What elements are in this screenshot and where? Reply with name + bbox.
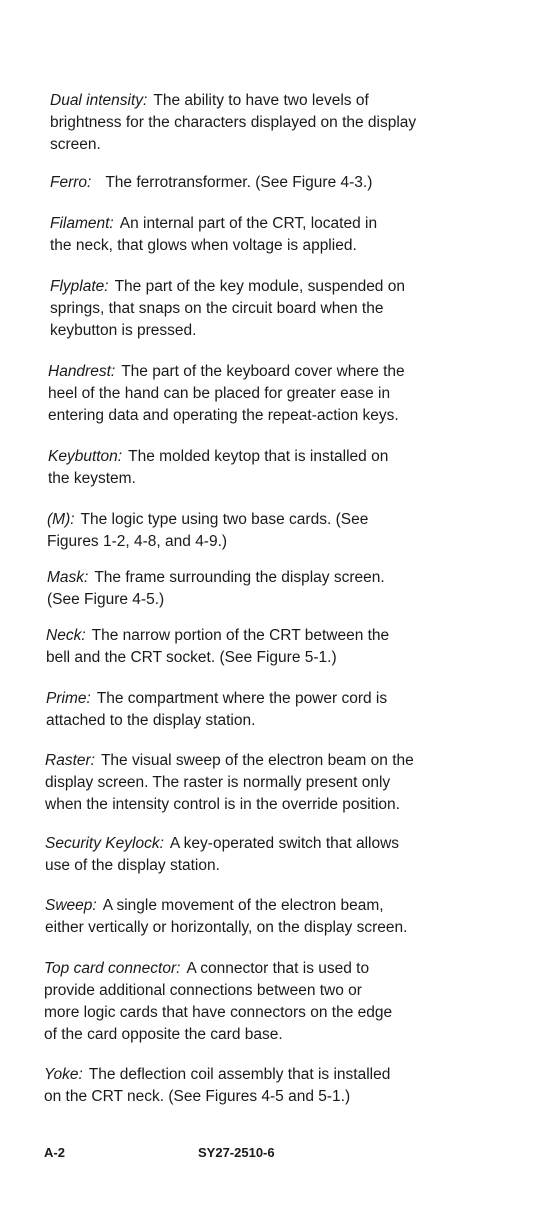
- glossary-definition-line: display screen. The raster is normally present only: [45, 774, 391, 791]
- glossary-entry-sweep: [45, 895, 407, 939]
- glossary-definition-line: The part of the keyboard cover where the: [121, 363, 405, 380]
- glossary-definition-line: entering data and operating the repeat-action keys.: [48, 407, 399, 424]
- glossary-entry-dual-intensity: [50, 90, 416, 156]
- glossary-term: Dual intensity:: [50, 92, 148, 109]
- glossary-definition-line: The molded keytop that is installed on: [128, 448, 389, 465]
- glossary-term: Handrest:: [48, 363, 116, 380]
- glossary-term: Neck:: [46, 627, 86, 644]
- glossary-definition-line: use of the display station.: [45, 857, 220, 874]
- glossary-definition-line: The deflection coil assembly that is installed: [88, 1066, 391, 1083]
- glossary-term: Sweep:: [45, 897, 97, 914]
- glossary-definition-line: A key-operated switch that allows: [169, 835, 400, 852]
- glossary-definition-line: The ferrotransformer. (See Figure 4-3.): [105, 174, 373, 191]
- glossary-definition-line: brightness for the characters displayed on the display: [50, 114, 417, 131]
- glossary-entry-yoke: [44, 1064, 390, 1108]
- glossary-definition-line: The frame surrounding the display screen.: [94, 569, 385, 586]
- glossary-term: Ferro:: [50, 174, 92, 191]
- glossary-entry-prime: [46, 688, 387, 732]
- glossary-entry-m: [47, 509, 368, 553]
- glossary-entry-top-card-connector: [44, 958, 392, 1046]
- page-number: A-2: [44, 1145, 65, 1160]
- glossary-definition-line: The compartment where the power cord is: [96, 690, 388, 707]
- glossary-entry-ferro: [50, 172, 372, 194]
- glossary-definition-line: of the card opposite the card base.: [44, 1026, 283, 1043]
- glossary-definition-line: screen.: [50, 136, 101, 153]
- glossary-term: Security Keylock:: [45, 835, 164, 852]
- glossary-definition-line: Figures 1-2, 4-8, and 4-9.): [47, 533, 228, 550]
- glossary-term: Filament:: [50, 215, 114, 232]
- glossary-entry-keybutton: [48, 446, 388, 490]
- glossary-definition-line: the neck, that glows when voltage is applied.: [50, 237, 357, 254]
- glossary-definition-line: A connector that is used to: [186, 960, 370, 977]
- document-id: SY27-2510-6: [198, 1145, 275, 1160]
- glossary-definition-line: springs, that snaps on the circuit board when the: [50, 300, 384, 317]
- glossary-entry-flyplate: [50, 276, 405, 342]
- glossary-definition-line: The ability to have two levels of: [153, 92, 369, 109]
- glossary-definition-line: more logic cards that have connectors on the edge: [44, 1004, 393, 1021]
- glossary-term: Yoke:: [44, 1066, 83, 1083]
- glossary-term: Flyplate:: [50, 278, 109, 295]
- glossary-definition-line: The part of the key module, suspended on: [114, 278, 405, 295]
- glossary-definition-line: The narrow portion of the CRT between the: [91, 627, 390, 644]
- glossary-definition-line: either vertically or horizontally, on the display screen.: [45, 919, 408, 936]
- glossary-definition-line: An internal part of the CRT, located in: [119, 215, 378, 232]
- glossary-entry-mask: [47, 567, 385, 611]
- glossary-entry-security-keylock: [45, 833, 399, 877]
- glossary-definition-line: keybutton is pressed.: [50, 322, 197, 339]
- glossary-term: Prime:: [46, 690, 91, 707]
- glossary-definition-line: the keystem.: [48, 470, 136, 487]
- glossary-entry-filament: [50, 213, 377, 257]
- glossary-term: Keybutton:: [48, 448, 123, 465]
- glossary-definition-line: (See Figure 4-5.): [47, 591, 165, 608]
- glossary-term: Top card connector:: [44, 960, 181, 977]
- glossary-term: Raster:: [45, 752, 95, 769]
- glossary-term: (M):: [47, 511, 75, 528]
- glossary-definition-line: The logic type using two base cards. (See: [80, 511, 369, 528]
- glossary-entry-handrest: [48, 361, 405, 427]
- glossary-term: Mask:: [47, 569, 89, 586]
- glossary-entry-neck: [46, 625, 389, 669]
- glossary-entry-raster: [45, 750, 414, 816]
- glossary-definition-line: attached to the display station.: [46, 712, 256, 729]
- glossary-definition-line: The visual sweep of the electron beam on the: [100, 752, 414, 769]
- glossary-definition-line: provide additional connections between two or: [44, 982, 362, 999]
- glossary-definition-line: heel of the hand can be placed for greater ease in: [48, 385, 391, 402]
- glossary-definition-line: when the intensity control is in the override position.: [45, 796, 400, 813]
- glossary-definition-line: A single movement of the electron beam,: [102, 897, 384, 914]
- glossary-definition-line: bell and the CRT socket. (See Figure 5-1.): [46, 649, 337, 666]
- glossary-definition-line: on the CRT neck. (See Figures 4-5 and 5-1.): [44, 1088, 351, 1105]
